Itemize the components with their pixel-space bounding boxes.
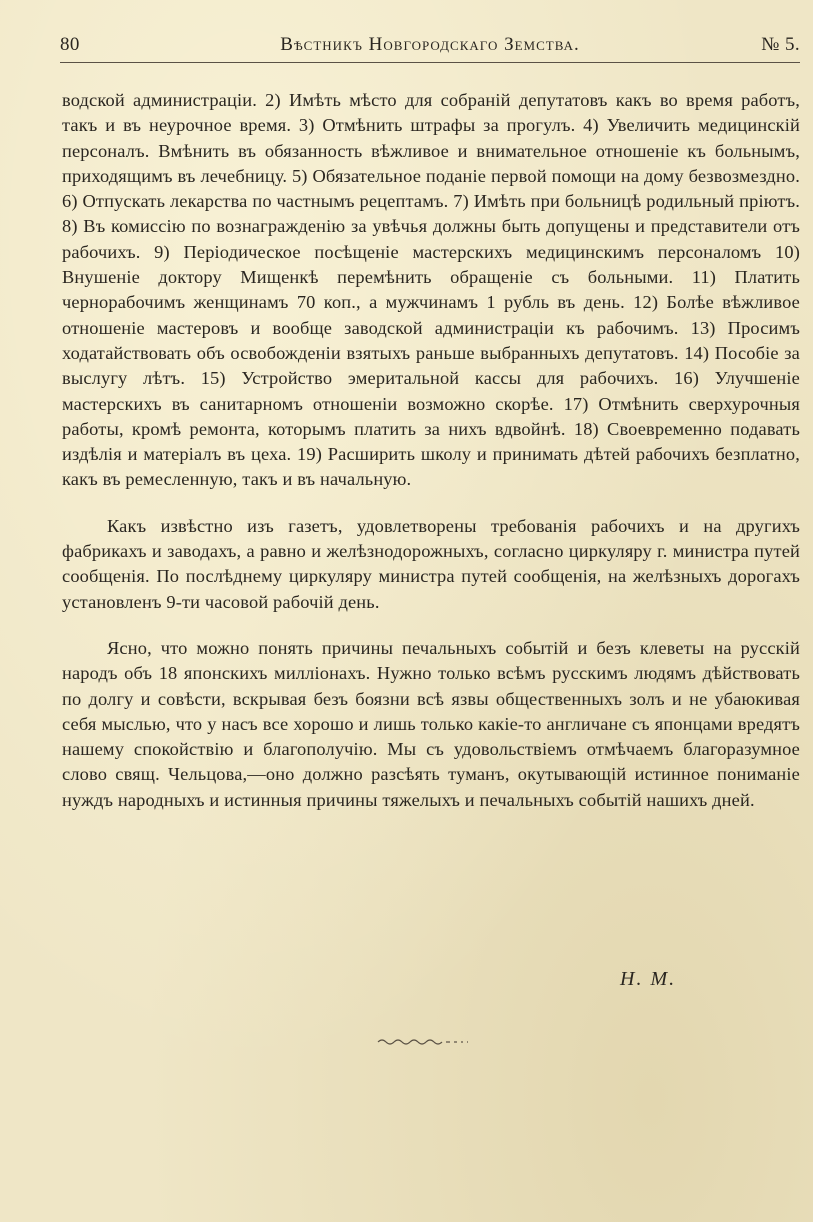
tail-ornament [376, 1035, 472, 1049]
journal-title: Вѣстникъ Новгородскаго Земства. [280, 34, 580, 55]
page-number: 80 [60, 34, 80, 55]
paragraph-demands-continued: водской администраціи. 2) Имѣть мѣсто для собраній депутатовъ какъ во время работъ, такъ и въ неурочное время. 3) Отмѣнить штрафы за прогулъ. 4) Увеличить медицинскій персоналъ. Вмѣнить въ обязанность вѣжливое и внимательное отношеніе къ больнымъ, приходящимъ въ лечебницу. 5) Обязательное поданіе первой помощи на дому безвозмездно. 6) Отпускать лекарства по частнымъ рецептамъ. 7) Имѣть при больницѣ родильный пріютъ. 8) Въ комиссію по вознагражденію за увѣчья должны быть допущены и представители отъ рабочихъ. 9) Періодическое посѣщеніе мастерскихъ медицинскимъ персоналомъ 10) Внушеніе доктору Мищенкѣ перемѣнить обращеніе съ больными. 11) Платить чернорабочимъ женщинамъ 70 коп., а мужчинамъ 1 рубль въ день. 12) Болѣе вѣжливое отношеніе мастеровъ и вообще заводской администраціи къ рабочимъ. 13) Просимъ ходатайствовать объ освобожденіи взятыхъ раньше выбранныхъ депутатовъ. 14) Пособіе за выслугу лѣтъ. 15) Устройство эмеритальной кассы для рабочихъ. 16) Улучшеніе мастерскихъ въ санитарномъ отношеніи возможно скорѣе. 17) Отмѣнить сверхурочныя работы, кромѣ ремонта, которымъ платить за нихъ вдвойнѣ. 18) Своевременно подавать издѣлія и матеріалъ въ цеха. 19) Расширить школу и принимать дѣтей рабочихъ безплатно, какъ въ ремесленную, такъ и въ начальную. [62, 90, 800, 490]
author-signature: Н. М. [620, 968, 677, 990]
paragraph-conclusion: Ясно, что можно понять причины печальныхъ событій и безъ клеветы на русскій народъ объ 18 японскихъ милліонахъ. Нужно только всѣмъ русскимъ людямъ дѣйствовать по долгу и совѣсти, вскрывая безъ боязни всѣ язвы общественныхъ золъ и не убаюкивая себя мыслью, что у насъ все хорошо и лишь только какіе-то англичане съ японцами вредятъ нашему спокойствію и благополучію. Мы съ удовольствіемъ отмѣчаемъ благоразумное слово свящ. Чельцова,—оно должно разсѣять туманъ, окутывающій истинное пониманіе нуждъ народныхъ и истинныя причины тяжелыхъ и печальныхъ событій нашихъ дней. [62, 637, 800, 810]
issue-number: № 5. [761, 34, 800, 55]
header-rule [60, 62, 800, 63]
paragraph-railway-circular: Какъ извѣстно изъ газетъ, удовлетворены требованія рабочихъ и на другихъ фабрикахъ и заводахъ, а равно и желѣзнодорожныхъ, согласно циркуляру г. министра путей сообщенія. По послѣднему циркуляру министра путей сообщенія, на желѣзныхъ дорогахъ установленъ 9-ти часовой рабочій день. [62, 515, 800, 612]
article-body [62, 88, 800, 813]
running-head [60, 30, 800, 58]
